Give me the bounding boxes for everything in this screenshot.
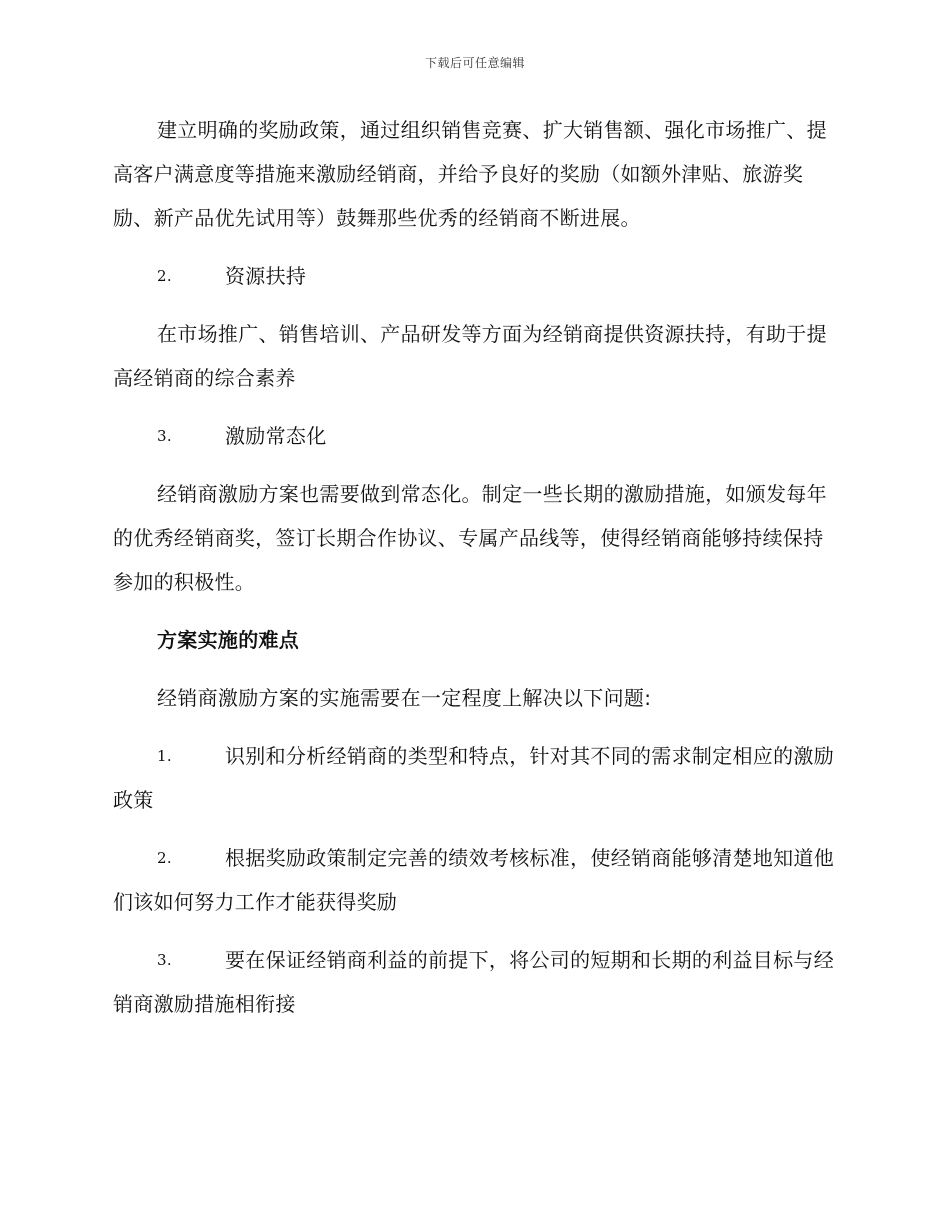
section-item-normalization [113, 414, 835, 458]
item-number: 1. [157, 747, 172, 765]
paragraph-normalization: 经销商激励方案也需要做到常态化。制定一些长期的激励措施，如颁发每年的优秀经销商奖，签订长期合作协议、专属产品线等，使得经销商能够持续保持参加的积极性。 [113, 482, 827, 594]
item-number: 2. [157, 267, 172, 285]
item-text: 要在保证经销商利益的前提下，将公司的短期和长期的利益目标与经销商激励措施相衔接 [113, 948, 834, 1016]
paragraph-resource-support: 在市场推广、销售培训、产品研发等方面为经销商提供资源扶持，有助于提高经销商的综合素养 [113, 322, 827, 390]
paragraph-intro-problems: 经销商激励方案的实施需要在一定程度上解决以下问题: [157, 686, 652, 710]
document-body [113, 108, 835, 1040]
section-item-resource-support [113, 254, 835, 298]
paragraph-reward-policy: 建立明确的奖励政策，通过组织销售竞赛、扩大销售额、强化市场推广、提高客户满意度等措施来激励经销商，并给予良好的奖励（如额外津贴、旅游奖励、新产品优先试用等）鼓舞那些优秀的经销商不断进展。 [113, 118, 827, 230]
item-title: 激励常态化 [225, 424, 327, 448]
item-number: 2. [157, 849, 172, 867]
item-text: 根据奖励政策制定完善的绩效考核标准，使经销商能够清楚地知道他们该如何努力工作才能获得奖励 [113, 846, 834, 914]
page-header: 下载后可任意编辑 [424, 56, 525, 70]
list-item [113, 734, 835, 822]
section-heading-difficulties: 方案实施的难点 [157, 628, 300, 652]
item-text: 识别和分析经销商的类型和特点，针对其不同的需求制定相应的激励政策 [113, 744, 834, 812]
list-item [113, 836, 835, 924]
item-number: 3. [157, 427, 172, 445]
list-item [113, 938, 835, 1026]
item-number: 3. [157, 951, 172, 969]
item-title: 资源扶持 [225, 264, 307, 288]
